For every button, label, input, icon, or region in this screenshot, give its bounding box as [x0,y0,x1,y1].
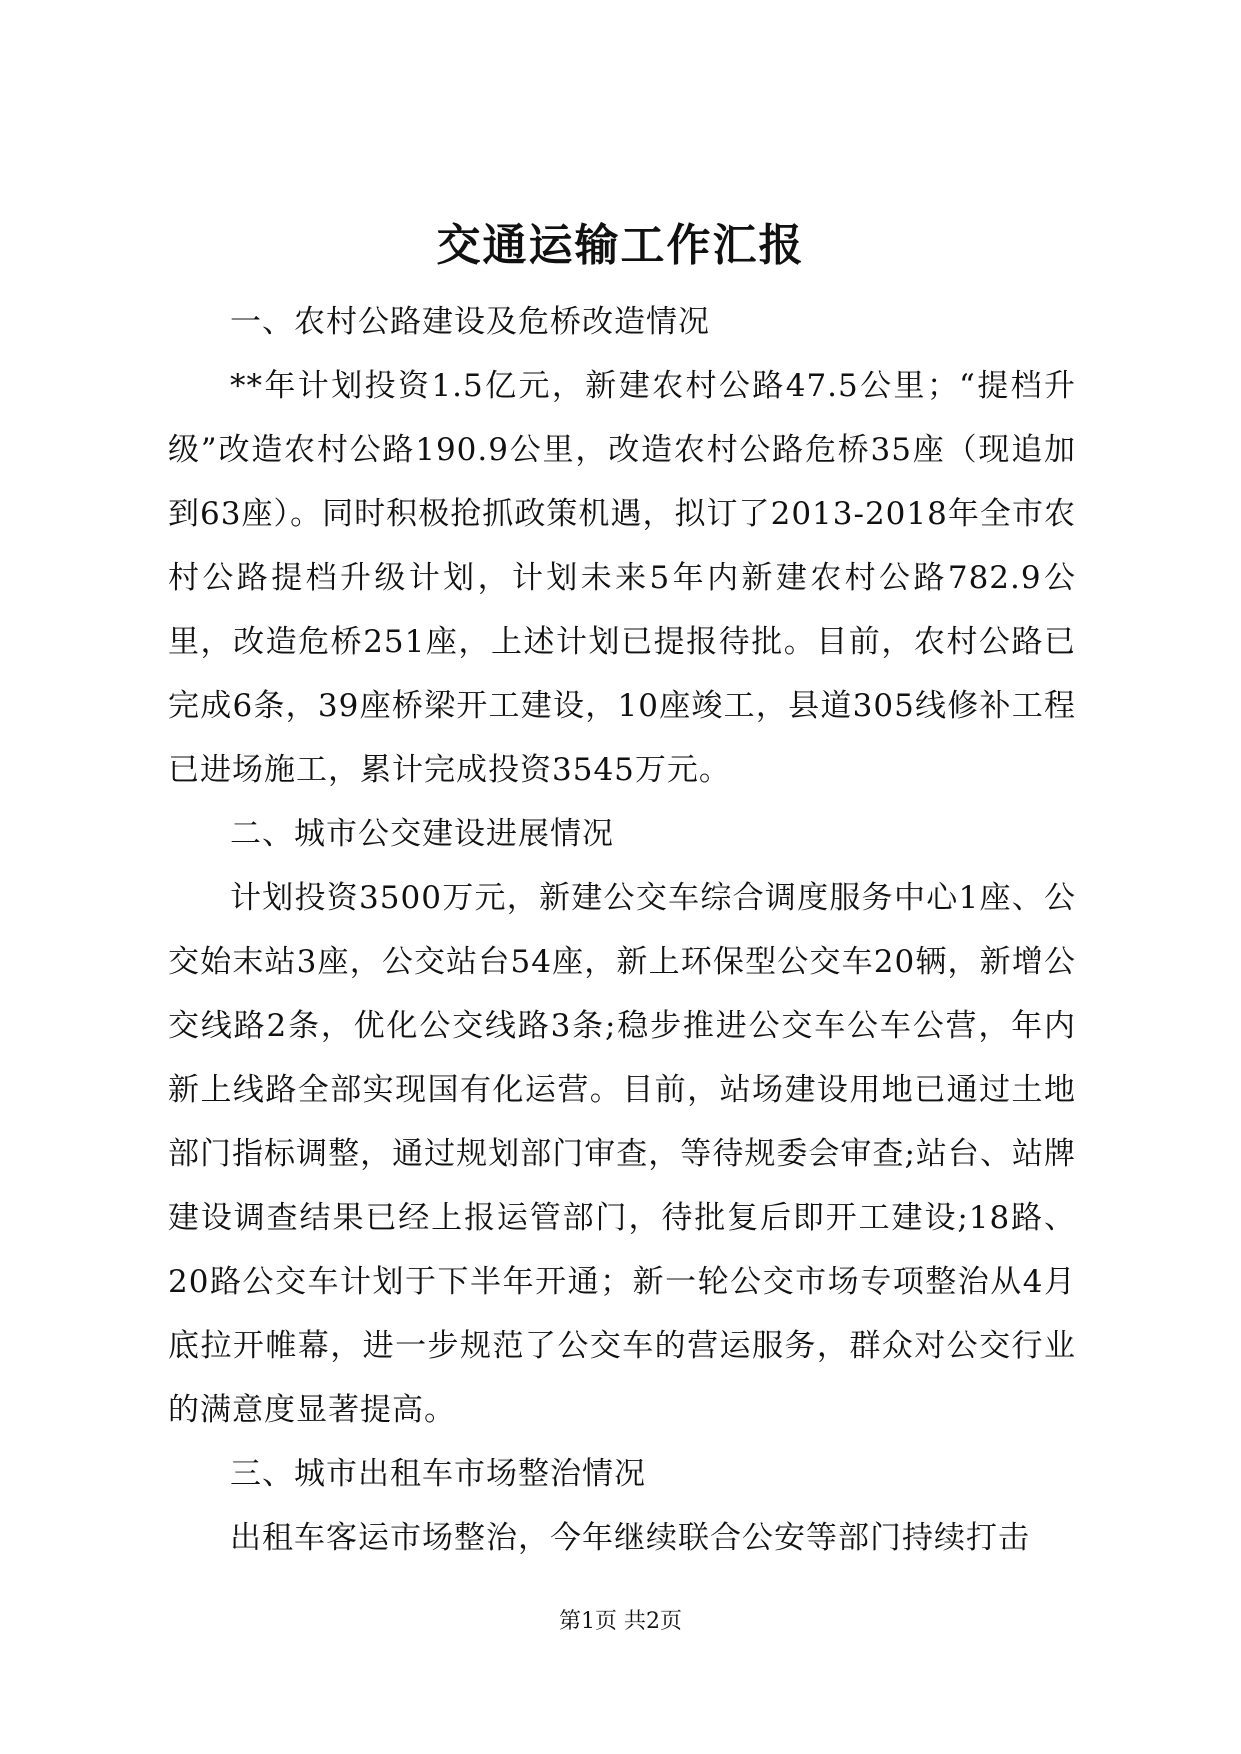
paragraph-city-bus: 计划投资3500万元，新建公交车综合调度服务中心1座、公交始末站3座，公交站台54座，新上环保型公交车20辆，新增公交线路2条，优化公交线路3条;稳步推进公交车公车公营，年内新上线路全部实现国有化运营。目前，站场建设用地已通过土地部门指标调整，通过规划部门审查，等待规委会审查;站台、站牌建设调查结果已经上报运管部门，待批复后即开工建设;18路、20路公交车计划于下半年开通；新一轮公交市场专项整治从4月底拉开帷幕，进一步规范了公交车的营运服务，群众对公交行业的满意度显著提高。 [168,880,1076,1428]
document-body [168,290,1076,1570]
document-title: 交通运输工作汇报 [436,220,805,271]
section-heading-2: 二、城市公交建设进展情况 [230,816,614,852]
paragraph-rural-roads: **年计划投资1.5亿元，新建农村公路47.5公里；“提档升级”改造农村公路190.9公里，改造农村公路危桥35座（现追加到63座）。同时积极抢抓政策机遇，拟订了2013-2018年全市农村公路提档升级计划，计划未来5年内新建农村公路782.9公里，改造危桥251座，上述计划已提报待批。目前，农村公路已完成6条，39座桥梁开工建设，10座竣工，县道305线修补工程已进场施工，累计完成投资3545万元。 [168,368,1076,788]
paragraph-taxi: 出租车客运市场整治，今年继续联合公安等部门持续打击 [230,1520,1030,1556]
page-footer: 第1页 共2页 [559,1609,682,1634]
section-heading-1: 一、农村公路建设及危桥改造情况 [230,304,710,340]
section-heading-3: 三、城市出租车市场整治情况 [230,1456,646,1492]
